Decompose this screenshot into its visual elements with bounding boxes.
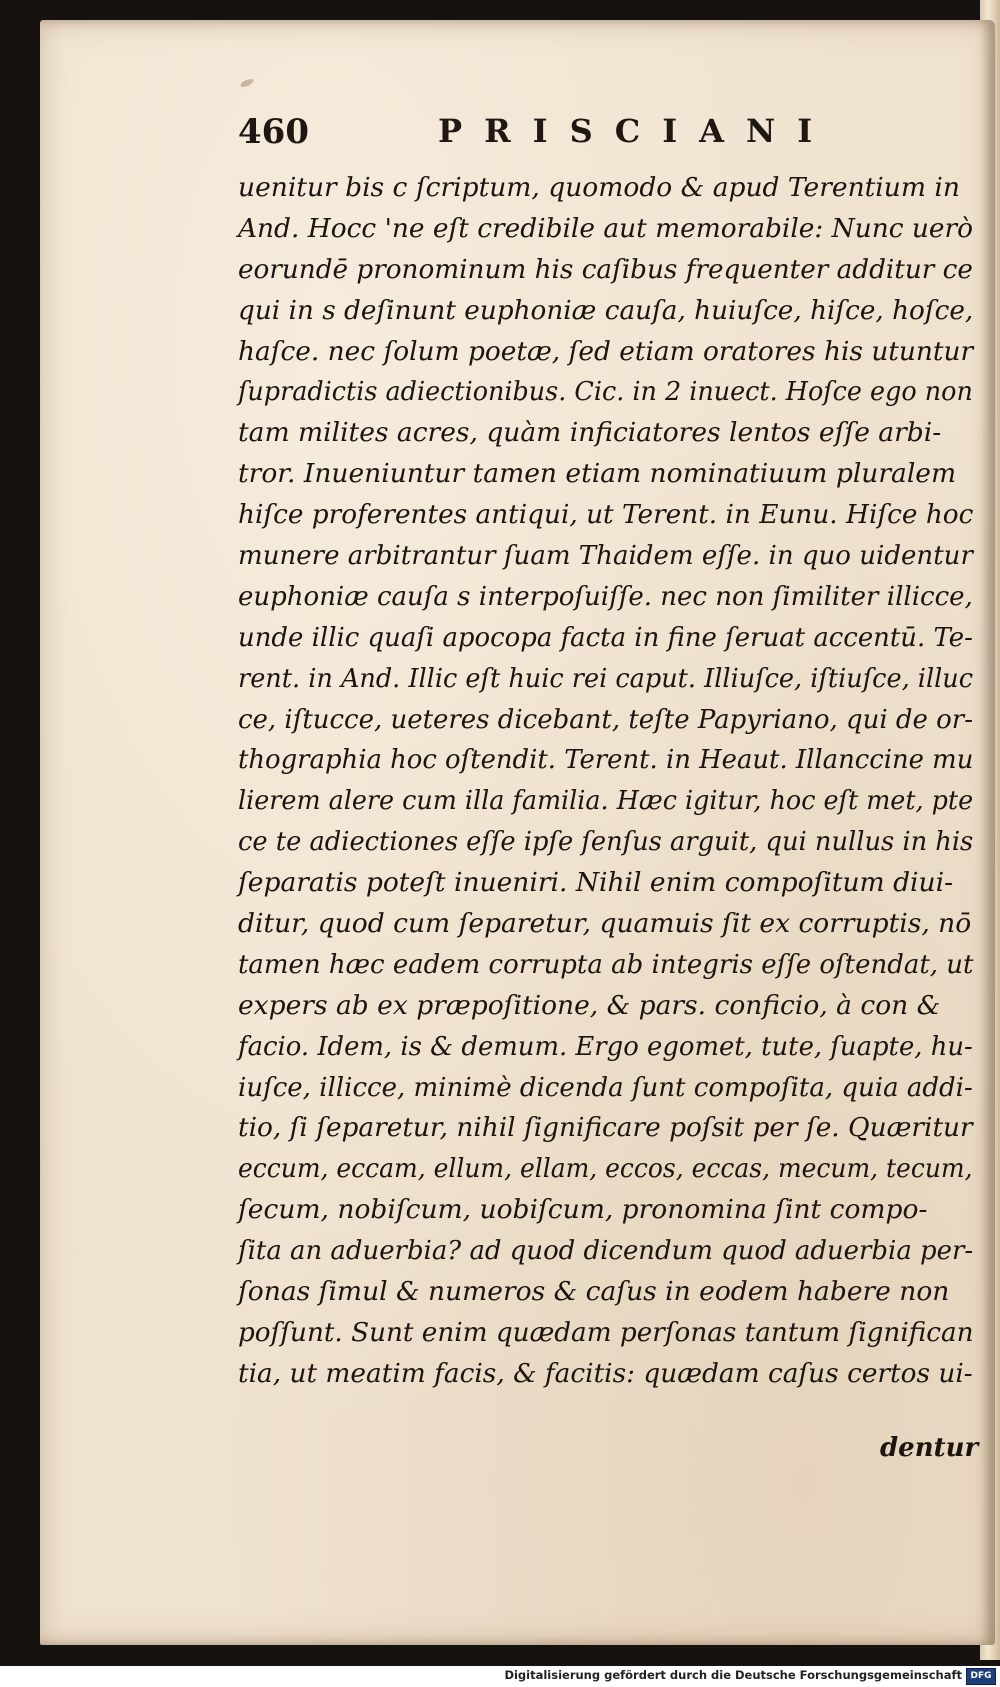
text-line: ce, iſtucce, ueteres dicebant, teſte Papyriano, qui de or- [238, 703, 973, 735]
text-line: rent. in And. Illic eſt huic rei caput. Illiuſce, iſtiuſce, illuc [238, 662, 974, 694]
text-line: facio. Idem, is & demum. Ergo egomet, tute, ſuapte, hu- [238, 1030, 973, 1062]
text-line: munere arbitrantur ſuam Thaidem eſſe. in quo uidentur [238, 540, 973, 572]
text-line: tia, ut meatim facis, & facitis: quædam caſus certos ui- [238, 1357, 973, 1389]
text-line: iuſce, illicce, minimè dicenda ſunt compoſita, quia addi- [238, 1071, 973, 1103]
text-line: qui in s deſinunt euphoniæ cauſa, huiuſce, hiſce, hoſce, [238, 294, 974, 326]
text-line: And. Hocc 'ne eſt credibile aut memorabile: Nunc uerò [238, 212, 974, 244]
text-line: expers ab ex præpoſitione, & pars. conficio, à con & [238, 989, 941, 1021]
text-line: tamen hæc eadem corrupta ab integris eſſe oſtendat, ut [238, 948, 974, 980]
text-line: eccum, eccam, ellum, ellam, eccos, eccas, mecum, tecum, [238, 1153, 973, 1185]
catchword: dentur [880, 1433, 979, 1463]
footer-bar [0, 1666, 1000, 1687]
text-line: poſſunt. Sunt enim quædam perſonas tantum ſignifican [238, 1316, 974, 1348]
text-line: uenitur bis c ſcriptum, quomodo & apud Terentium in [238, 172, 960, 203]
text-line: euphoniæ cauſa s interpoſuiſſe. nec non ſimiliter illicce, [238, 580, 973, 612]
text-line: tror. Inueniuntur tamen etiam nominatiuum pluralem [238, 458, 957, 490]
text-line: haſce. nec ſolum poetæ, ſed etiam oratores his utuntur [238, 335, 974, 367]
ink-stain [239, 77, 254, 88]
running-head: PRISCIANI [438, 112, 835, 150]
page-header [238, 112, 958, 162]
text-line: thographia hoc oſtendit. Terent. in Heaut. Illanccine mu [238, 744, 974, 776]
page-number: 460 [238, 112, 309, 152]
text-line: tam milites acres, quàm inficiatores lentos eſſe arbi- [238, 417, 942, 449]
text-line: ſita an aduerbia? ad quod dicendum quod aduerbia per- [238, 1235, 974, 1267]
text-line: lierem alere cum illa familia. Hæc igitur, hoc eſt met, pte [238, 785, 974, 817]
text-line: ſecum, nobiſcum, uobiſcum, pronomina ſint compo- [238, 1194, 928, 1226]
text-line: hiſce proferentes antiqui, ut Terent. in Eunu. Hiſce hoc [238, 499, 974, 531]
text-line: ſupradictis adiectionibus. Cic. in 2 inuect. Hoſce ego non [238, 376, 973, 408]
text-line: tio, ſi ſeparetur, nihil ſignificare poſsit per ſe. Quæritur [238, 1112, 973, 1144]
body-text [238, 168, 973, 1395]
text-line: ſeparatis poteſt inueniri. Nihil enim compoſitum diui- [238, 867, 954, 899]
text-line: ſonas ſimul & numeros & caſus in eodem habere non [238, 1276, 950, 1308]
text-line: ce te adiectiones eſſe ipſe ſenſus arguit, qui nullus in his [238, 826, 974, 858]
text-line: ditur, quod cum ſeparetur, quamuis ſit ex corruptis, nō [238, 908, 972, 940]
dfg-logo: DFG [966, 1668, 996, 1685]
text-line: eorundē pronominum his caſibus frequenter additur ce [238, 253, 973, 285]
digitization-credit: Digitalisierung gefördert durch die Deutsche Forschungsgemeinschaft [504, 1668, 962, 1682]
text-line: unde illic quaſi apocopa facta in fine ſeruat accentū. Te- [238, 621, 973, 653]
